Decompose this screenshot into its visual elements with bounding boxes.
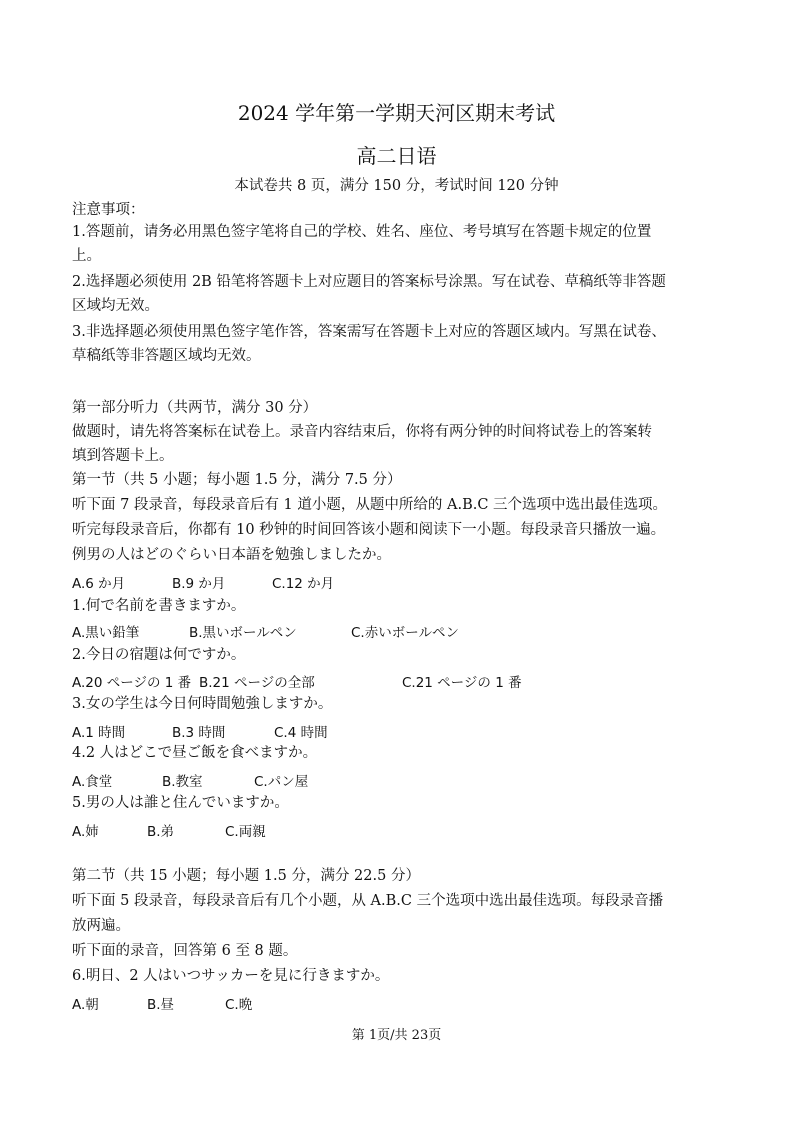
example-question: 例男の人はどのぐらい日本語を勉強しましたか。: [72, 547, 391, 563]
section2-instruction-2: 放两遍。: [72, 918, 130, 934]
question-5: 5.男の人は誰と住んでいますか。: [72, 795, 289, 811]
question-1-option-c: C.赤いボールペン: [351, 625, 459, 641]
section1-heading: 第一节（共 5 小题；每小题 1.5 分，满分 7.5 分）: [72, 472, 402, 488]
part1-heading: 第一部分听力（共两节，满分 30 分）: [72, 400, 318, 416]
question-2-options: [72, 671, 522, 691]
part1-instruction-1: 做题时，请先将答案标在试卷上。录音内容结束后，你将有两分钟的时间将试卷上的答案转: [72, 424, 652, 440]
question-3-options: [72, 721, 328, 741]
question-4-option-c: C.パン屋: [254, 774, 309, 790]
note-2-line-1: 2.选择题必须使用 2B 铅笔将答题卡上对应题目的答案标号涂黑。写在试卷、草稿纸等非答题: [72, 274, 666, 290]
question-3-option-a: A.1 時間: [72, 725, 126, 741]
question-3-option-b: B.3 時間: [172, 725, 226, 741]
example-option-a: A.6 か月: [72, 576, 126, 592]
question-5-option-c: C.両親: [225, 824, 266, 840]
section1-instruction-1: 听下面 7 段录音，每段录音后有 1 道小题，从题中所给的 A.B.C 三个选项中选出最佳选项。: [72, 497, 668, 513]
question-6-options: [72, 993, 252, 1013]
note-1-line-2: 上。: [72, 248, 101, 264]
example-option-b: B.9 か月: [172, 576, 226, 592]
question-5-option-a: A.姉: [72, 824, 99, 840]
question-2-option-a: A.20 ページの 1 番: [72, 675, 192, 691]
example-option-c: C.12 か月: [272, 576, 335, 592]
question-2: 2.今日の宿題は何ですか。: [72, 647, 246, 663]
section2-instruction-1: 听下面 5 段录音，每段录音后有几个小题，从 A.B.C 三个选项中选出最佳选项。每段录音播: [72, 893, 664, 909]
question-3: 3.女の学生は今日何時間勉強しますか。: [72, 696, 333, 712]
section2-instruction-3: 听下面的录音，回答第 6 至 8 题。: [72, 943, 298, 959]
question-4-option-b: B.教室: [162, 774, 203, 790]
question-6-option-a: A.朝: [72, 997, 99, 1013]
question-2-option-c: C.21 ページの 1 番: [402, 675, 522, 691]
question-4-options: [72, 770, 308, 790]
question-5-options: [72, 820, 266, 840]
question-4-option-a: A.食堂: [72, 774, 113, 790]
note-3-line-2: 草稿纸等非答题区域均无效。: [72, 348, 261, 364]
exam-title: 2024 学年第一学期天河区期末考试: [237, 101, 556, 125]
note-2-line-2: 区域均无效。: [72, 298, 159, 314]
question-6-option-b: B.昼: [147, 997, 175, 1013]
section1-instruction-2: 听完每段录音后，你都有 10 秒钟的时间回答该小题和阅读下一小题。每段录音只播放一遍。: [72, 522, 666, 538]
question-1-option-a: A.黒い鉛筆: [72, 625, 140, 641]
page-footer: 第 1页/共 23页: [351, 1028, 442, 1043]
question-1: 1.何で名前を書きますか。: [72, 598, 246, 614]
section2-heading: 第二节（共 15 小题；每小题 1.5 分，满分 22.5 分）: [72, 868, 420, 884]
question-6: 6.明日、2 人はいつサッカーを見に行きますか。: [72, 968, 390, 984]
question-1-option-b: B.黒いボールペン: [189, 625, 297, 641]
question-2-option-b: B.21 ページの全部: [199, 675, 315, 691]
exam-info: 本试卷共 8 页，满分 150 分，考试时间 120 分钟: [234, 178, 559, 194]
note-3-line-1: 3.非选择题必须使用黑色签字笔作答，答案需写在答题卡上对应的答题区域内。写黑在试卷、: [72, 324, 666, 340]
notes-heading: 注意事项：: [72, 202, 145, 218]
note-1-line-1: 1.答题前，请务必用黑色签字笔将自己的学校、姓名、座位、考号填写在答题卡规定的位置: [72, 224, 652, 240]
question-3-option-c: C.4 時間: [274, 725, 328, 741]
exam-subject: 高二日语: [356, 144, 437, 168]
question-6-option-c: C.晩: [225, 997, 253, 1013]
question-4: 4.2 人はどこで昼ご飯を食べますか。: [72, 745, 318, 761]
question-1-options: [72, 621, 459, 641]
example-options: [72, 572, 334, 592]
question-5-option-b: B.弟: [147, 824, 175, 840]
part1-instruction-2: 填到答题卡上。: [72, 448, 174, 464]
